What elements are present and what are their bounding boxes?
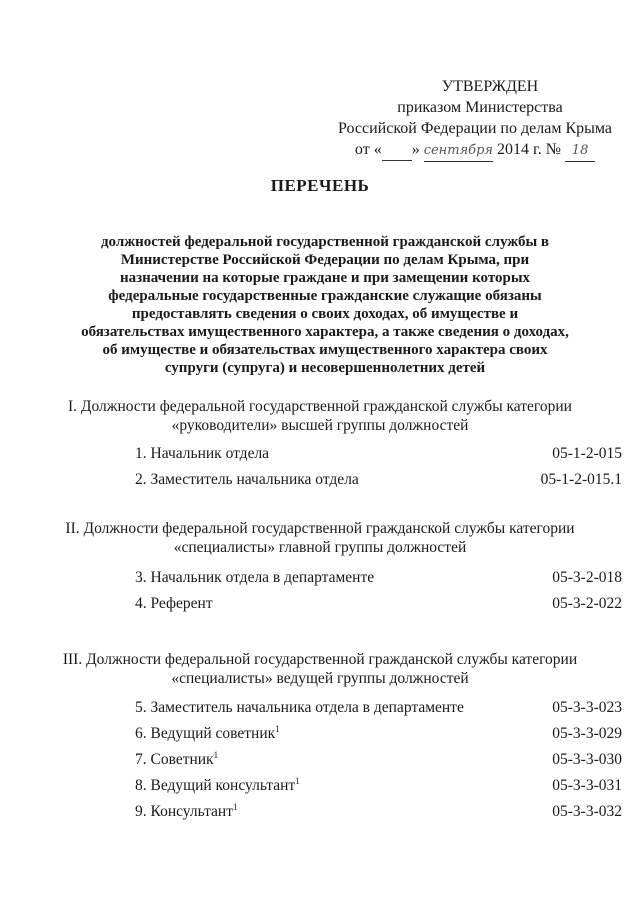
position-code: 05-3-3-023 <box>552 699 622 716</box>
position-name: 8. Ведущий консультант$^1$ <box>135 776 300 794</box>
position-code: 05-3-3-031 <box>552 777 622 794</box>
date-day-blank <box>382 139 412 161</box>
list-item <box>135 724 622 744</box>
list-item <box>135 568 622 588</box>
position-code: 05-3-3-029 <box>552 725 622 742</box>
list-item <box>135 802 622 822</box>
position-name: 5. Заместитель начальника отдела в департаменте <box>135 699 464 716</box>
section-heading-2: II. Должности федеральной государственной гражданской службы категории «специалисты» главной группы должностей <box>65 520 575 556</box>
position-code: 05-3-2-022 <box>552 595 622 612</box>
position-name: 2. Заместитель начальника отдела <box>135 471 359 488</box>
document-title: ПЕРЕЧЕНЬ <box>270 176 370 195</box>
list-item <box>135 470 622 490</box>
position-code: 05-3-3-032 <box>552 803 622 820</box>
position-name: 4. Референт <box>135 595 213 612</box>
position-name: 7. Советник$^1$ <box>135 750 219 768</box>
list-item <box>135 444 622 464</box>
list-item <box>135 776 622 796</box>
date-mid: » <box>411 141 420 158</box>
date-year: 2014 г. № <box>497 141 562 158</box>
position-code: 05-1-2-015.1 <box>540 471 622 488</box>
date-month-handwritten: сентября <box>424 140 493 162</box>
list-item <box>135 750 622 770</box>
approval-order: приказом Министерства <box>397 99 563 116</box>
position-code: 05-1-2-015 <box>552 445 622 462</box>
date-prefix: от « <box>354 141 382 158</box>
position-name: 3. Начальник отдела в департаменте <box>135 569 375 586</box>
approval-heading: УТВЕРЖДЕН <box>441 78 539 95</box>
section-heading-3: III. Должности федеральной государственной гражданской службы категории «специалисты» ведущей группы должностей <box>62 651 578 687</box>
position-name: 1. Начальник отдела <box>135 445 270 462</box>
list-item <box>135 698 622 718</box>
approval-ministry: Российской Федерации по делам Крыма <box>338 120 612 137</box>
order-number-handwritten: 18 <box>565 140 595 162</box>
position-name: 9. Консультант$^1$ <box>135 802 238 820</box>
position-name: 6. Ведущий советник$^1$ <box>135 724 280 742</box>
document-subtitle: должностей федеральной государственной гражданской службы в Министерстве Российской Федерации по делам Крыма, при назначении на которые граждане и при замещении которых федеральные государственные гражданские служащие обязаны предоставлять сведения о своих доходах, об имуществе и обязательствах имущественного характера, а также сведения о доходах, об имуществе и обязательствах имущественного характера своих супруги (супруга) и несовершеннолетних детей <box>81 234 569 376</box>
position-code: 05-3-3-030 <box>552 751 622 768</box>
list-item <box>135 594 622 614</box>
section-heading-1: I. Должности федеральной государственной гражданской службы категории «руководители» высшей группы должностей <box>68 398 572 434</box>
approval-date-line <box>330 139 620 162</box>
position-code: 05-3-2-018 <box>552 569 622 586</box>
approval-block <box>330 76 620 162</box>
